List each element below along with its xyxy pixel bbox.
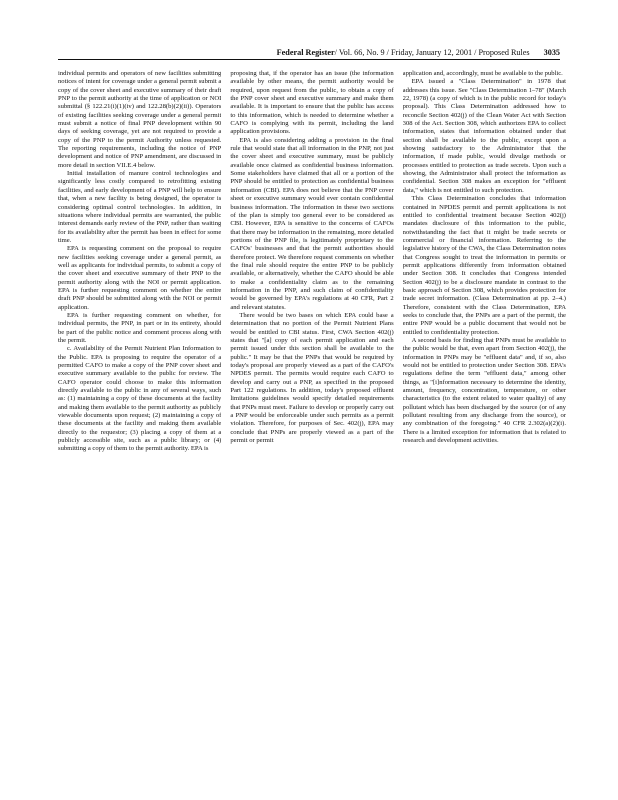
paragraph: There would be two bases on which EPA could base a determination that no portion of the Permit Nutrient Plans would be entitled to CBI status. First, CWA Section 402(j) states that "[a] copy of each permit application and each permit issued under this section shall be available to the public." It may be that the PNPs that would be required by today's proposal are properly viewed as a part of the CAFO's NPDES permit. The permits would require each CAFO to develop and carry out a PNP, as specified in the proposed Part 122 regulations. In addition, today's proposed effluent limitations guidelines would specify detailed requirements that PNPs must meet. Failure to develop or properly carry out a PNP would be enforceable under such permits as a permit violation. Therefore, for purposes of Sec. 402(j), EPA may conclude that PNPs are properly viewed as a part of the permit or permit <box>230 311 394 445</box>
page-number: 3035 <box>543 48 560 57</box>
paragraph: EPA is requesting comment on the proposal to require new facilities seeking coverage under a general permit, as well as applicants for individual permits, to submit a copy of the cover sheet and executive summary of their PNP to the permit authority along with the NOI or permit application. EPA is further requesting comment on whether the entire draft PNP should be submitted along with the NOI or permit application. <box>58 245 222 311</box>
text-columns <box>58 70 566 782</box>
publication-info <box>277 48 530 57</box>
paragraph: proposing that, if the operator has an issue (the information available by other means, the permit authority would be required, upon request from the public, to obtain a copy of the PNP cover sheet and executive summary and make them available. It is important to ensure that the public has access to this information, which is needed to determine whether a CAFO is complying with its permit, including the land application provisions. <box>230 70 394 136</box>
publication-title: Federal Register <box>276 48 335 57</box>
paragraph: EPA is also considering adding a provision in the final rule that would state that all information in the PNP, not just the cover sheet and executive summary, must be publicly available once claimed as confidential business information. Some stakeholders have claimed that all or a portion of the PNP should be entitled to protection as confidential business information (CBI). EPA does not believe that the PNP cover sheet or executive summary would ever contain confidential business information. The information in these two sections of the plan is simply too general ever to be considered as CBI. However, EPA is sensitive to the concerns of CAFOs that there may be information in the remaining, more detailed portions of the PNP file, is legitimately proprietary to the CAFOs' businesses and that the permit authorities should therefore protect. We therefore request comments on whether the final rule should require the entire PNP to be publicly available, or alternatively, whether the CAFO should be able to make a confidentiality claim as to the remaining information in the PNP, and such claim of confidentiality would be governed by EPA's regulations at 40 CFR, Part 2 and relevant statutes. <box>230 136 394 311</box>
paragraph: A second basis for finding that PNPs must be available to the public would be that, even apart from Section 402(j), the information in PNPs may be "effluent data" and, if so, also would not be entitled to protection under Section 308. EPA's regulations define the term "effluent data," among other things, as "[i]nformation necessary to determine the identity, amount, frequency, concentration, temperature, or other characteristics (to the extent related to water quality) of any pollutant which has been discharged by the source (or of any pollutant resulting from any discharge from the source), or any combination of the foregoing." 40 CFR 2.302(a)(2)(i). There is a limited exception for information that is related to research and development activities. <box>402 337 566 445</box>
paragraph: EPA is further requesting comment on whether, for individual permits, the PNP, in part or in its entirety, should be part of the public notice and comment process along with the permit. <box>58 311 222 344</box>
paragraph: individual permits and operators of new facilities submitting notices of intent for coverage under a general permit submit a copy of the cover sheet and executive summary of their draft PNP to the permit authority at the time of application or NOI submittal (§ 122.21(i)(1)(iv) and 122.28(b)(2)(ii)). Operators of existing facilities seeking coverage under a general permit must submit a notice of final PNP development within 90 days of seeking coverage, yet are not required to provide a copy of the PNP to the permit Authority unless requested. The reporting requirements, including the notice of PNP development and notice of PNP amendment, are discussed in more detail in section VII.E.4 below. <box>58 70 222 169</box>
column-right <box>403 70 566 782</box>
paragraph: application and, accordingly, must be available to the public. <box>402 70 563 77</box>
page-header <box>58 46 560 60</box>
column-left <box>58 70 221 782</box>
issue-details: / Vol. 66, No. 9 / Friday, January 12, 2001 / Proposed Rules <box>334 48 530 57</box>
column-middle <box>230 70 393 782</box>
paragraph: Initial installation of manure control technologies and significantly less costly compared to retrofitting existing facilities, and early development of a PNP will help to ensure that, when a new facility is being designed, the operator is considering optimal control technologies. In addition, in situations where individual permits are warranted, the public interest demands early review of the PNP, rather than waiting for its availability after the permit has been in effect for some time. <box>58 170 222 244</box>
paragraph: EPA issued a "Class Determination" in 1978 that addresses this issue. See "Class Determination 1–78" (March 22, 1978) (a copy of which is in the public record for today's proposal). This Class Determination addressed how to reconcile Section 402(j) of the Clean Water Act with Section 308 of the Act. Section 308, which authorizes EPA to collect information, states that information obtained under that section shall be available to the public, except upon a showing satisfactory to the Administrator that the information, if made public, would divulge methods or processes entitled to protection as trade secrets. Upon such a showing, the Administrator shall protect the information as confidential. Section 308 makes an exception for "effluent data," which is not entitled to such protection. <box>402 78 566 194</box>
section-paragraph: c. Availability of the Permit Nutrient Plan Information to the Public. EPA is proposing to require the operator of a permitted CAFO to make a copy of the PNP cover sheet and executive summary available to the public for review. The CAFO operator could choose to make this information directly available to the public in any of several ways, such as: (1) maintaining a copy of these documents at the facility and making them available to the permit authority as publicly viewable documents upon request; (2) maintaining a copy of these documents at the facility and making them available directly to the requestor; (3) placing a copy of them at a publicly accessible site, such as a public library; or (4) submitting a copy of them to the permit authority. EPA is <box>58 345 222 453</box>
paragraph: This Class Determination concludes that information contained in NPDES permit and permit applications is not entitled to confidential treatment because Section 402(j) mandates disclosure of this information to the public, notwithstanding the fact that it might be trade secrets or commercial or financial information. Referring to the legislative history of the CWA, the Class Determination notes that Congress sought to treat the information in permits or permit applications differently from information obtained under Section 308. It concludes that Congress intended Section 402(j) to be a disclosure mandate in contrast to the basic approach of Section 308, which provides protection for trade secret information. (Class Determination at pp. 2–4.) Therefore, consistent with the Class Determination, EPA seeks to conclude that, the PNPs are a part of the permit, the entire PNP would be a public document that would not be entitled to confidentiality protection. <box>402 195 566 336</box>
